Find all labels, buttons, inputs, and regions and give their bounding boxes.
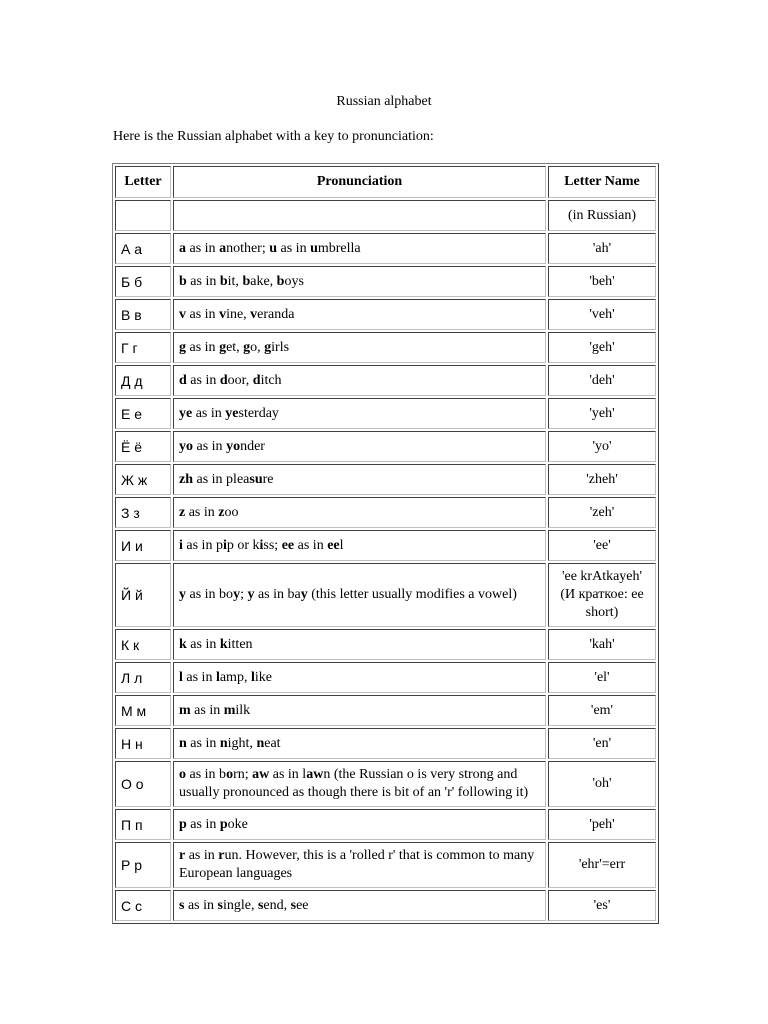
pronunciation-highlight: a (219, 240, 227, 256)
pronunciation-highlight: v (219, 306, 227, 322)
pronunciation-highlight: r (179, 848, 186, 863)
pronunciation-highlight: g (243, 339, 251, 355)
pronunciation-highlight: a (179, 240, 186, 256)
letter-cell: И и (115, 530, 171, 561)
letter-cell: М м (115, 695, 171, 726)
pronunciation-text: ake, (250, 273, 277, 289)
pronunciation-text: ee (296, 897, 309, 913)
letter-name-cell: 'el' (548, 662, 656, 693)
intro-text: Here is the Russian alphabet with a key to pronunciation: (113, 129, 434, 144)
pronunciation-highlight: s (217, 897, 223, 913)
header-letter-name: Letter Name (548, 166, 656, 198)
pronunciation-text: it, (227, 273, 243, 289)
pronunciation-cell (173, 398, 546, 429)
pronunciation-text: nder (240, 438, 265, 454)
pronunciation-cell (173, 530, 546, 561)
pronunciation-cell (173, 332, 546, 363)
pronunciation-text: as in (186, 636, 220, 652)
pronunciation-text: oor, (227, 372, 253, 388)
pronunciation-text: as in (193, 438, 227, 454)
pronunciation-highlight: ee (281, 537, 295, 553)
pronunciation-cell (173, 842, 546, 888)
letter-cell: З з (115, 497, 171, 528)
pronunciation-text: as in l (269, 767, 307, 782)
pronunciation-highlight: l (179, 669, 183, 685)
pronunciation-highlight: su (249, 471, 263, 487)
pronunciation-highlight: g (264, 339, 272, 355)
subheader-letter-cell (115, 200, 171, 231)
pronunciation-text: ; (240, 587, 248, 602)
letter-name-cell: 'em' (548, 695, 656, 726)
letter-name-cell: 'yo' (548, 431, 656, 462)
table-row (115, 233, 656, 264)
pronunciation-text: end, (263, 897, 291, 913)
pronunciation-cell (173, 662, 546, 693)
table-row (115, 563, 656, 627)
pronunciation-text: ss; (263, 537, 282, 553)
pronunciation-text: oys (284, 273, 304, 289)
pronunciation-highlight: y (300, 587, 308, 602)
pronunciation-text: as in (190, 702, 224, 718)
pronunciation-text: as in plea (193, 471, 250, 487)
pronunciation-cell (173, 629, 546, 660)
pronunciation-highlight: u (269, 240, 278, 256)
letter-name-cell: 'ee krAtkayeh' (И краткое: ee short) (548, 563, 656, 627)
pronunciation-cell (173, 728, 546, 759)
letter-name-cell: 'en' (548, 728, 656, 759)
table-header-row (115, 166, 656, 198)
letter-name-cell: 'beh' (548, 266, 656, 297)
pronunciation-cell (173, 809, 546, 840)
pronunciation-highlight: b (242, 273, 251, 289)
document-title: Russian alphabet (336, 94, 432, 109)
header-pronunciation: Pronunciation (173, 166, 546, 198)
pronunciation-highlight: v (250, 306, 258, 322)
table-row (115, 842, 656, 888)
table-row (115, 695, 656, 726)
pronunciation-text: nother; (226, 240, 270, 256)
subheader-pronunciation-cell (173, 200, 546, 231)
pronunciation-highlight: i (222, 537, 227, 553)
table-row (115, 497, 656, 528)
pronunciation-cell (173, 761, 546, 807)
pronunciation-text: ike (254, 669, 272, 685)
pronunciation-text: eat (264, 735, 281, 751)
letter-name-cell: 'geh' (548, 332, 656, 363)
pronunciation-text: mbrella (317, 240, 361, 256)
letter-name-cell: 'yeh' (548, 398, 656, 429)
letter-cell: Г г (115, 332, 171, 363)
table-row (115, 728, 656, 759)
table-row (115, 530, 656, 561)
table-row (115, 761, 656, 807)
letter-name-cell: 'ah' (548, 233, 656, 264)
pronunciation-highlight: o (179, 767, 186, 782)
pronunciation-highlight: p (219, 816, 228, 832)
pronunciation-text: un. However, this is a 'rolled r' that is common to many European languages (179, 848, 535, 881)
pronunciation-text: itch (260, 372, 282, 388)
pronunciation-text: p or k (226, 537, 260, 553)
table-row (115, 809, 656, 840)
pronunciation-text: sterday (238, 405, 279, 421)
table-row (115, 398, 656, 429)
letter-cell: Б б (115, 266, 171, 297)
pronunciation-highlight: m (223, 702, 236, 718)
pronunciation-highlight: o (226, 767, 234, 782)
letter-cell: Й й (115, 563, 171, 627)
pronunciation-highlight: p (179, 816, 187, 832)
pronunciation-text: l (339, 537, 344, 553)
pronunciation-text: as in (186, 273, 220, 289)
letter-cell: В в (115, 299, 171, 330)
pronunciation-text: as in (186, 240, 220, 256)
pronunciation-text: as in (277, 240, 311, 256)
alphabet-table (112, 163, 659, 924)
pronunciation-highlight: y (247, 587, 255, 602)
pronunciation-highlight: b (276, 273, 285, 289)
pronunciation-highlight: i (259, 537, 264, 553)
pronunciation-highlight: s (290, 897, 297, 913)
table-row (115, 464, 656, 495)
letter-cell: А а (115, 233, 171, 264)
pronunciation-highlight: d (219, 372, 228, 388)
pronunciation-text: as in (186, 816, 220, 832)
pronunciation-text: ine, (226, 306, 251, 322)
pronunciation-highlight: l (215, 669, 220, 685)
pronunciation-text: ight, (227, 735, 257, 751)
pronunciation-highlight: z (179, 504, 186, 520)
letter-name-cell: 'ee' (548, 530, 656, 561)
letter-cell: Е е (115, 398, 171, 429)
pronunciation-highlight: yo (179, 438, 193, 454)
pronunciation-highlight: y (179, 587, 186, 602)
letter-name-cell: 'peh' (548, 809, 656, 840)
pronunciation-text: as in (186, 306, 220, 322)
pronunciation-highlight: s (257, 897, 264, 913)
letter-cell: Ж ж (115, 464, 171, 495)
pronunciation-text: itten (227, 636, 253, 652)
letter-cell: О о (115, 761, 171, 807)
pronunciation-highlight: z (218, 504, 225, 520)
pronunciation-highlight: i (179, 537, 183, 553)
pronunciation-text: as in bo (186, 587, 234, 602)
pronunciation-highlight: k (219, 636, 228, 652)
pronunciation-cell (173, 365, 546, 396)
pronunciation-text: as in (186, 735, 220, 751)
pronunciation-text: n (the Russian o is very strong and usually pronounced as though there is bit of an 'r' following it) (179, 767, 529, 800)
table-row (115, 365, 656, 396)
pronunciation-text: as in (185, 848, 219, 863)
pronunciation-text: et, (226, 339, 244, 355)
pronunciation-highlight: g (179, 339, 186, 355)
letter-name-cell: 'es' (548, 890, 656, 921)
pronunciation-highlight: n (256, 735, 265, 751)
pronunciation-highlight: ye (179, 405, 193, 421)
table-row (115, 332, 656, 363)
pronunciation-text: irls (271, 339, 290, 355)
pronunciation-highlight: d (252, 372, 261, 388)
letter-cell: Ё ё (115, 431, 171, 462)
table-subheader-row (115, 200, 656, 231)
pronunciation-cell (173, 431, 546, 462)
table-body (115, 200, 656, 921)
pronunciation-cell (173, 890, 546, 921)
pronunciation-highlight: b (179, 273, 187, 289)
pronunciation-text: as in ba (254, 587, 301, 602)
pronunciation-text: rn; (233, 767, 253, 782)
letter-cell: Н н (115, 728, 171, 759)
letter-name-cell: 'oh' (548, 761, 656, 807)
pronunciation-highlight: b (219, 273, 228, 289)
pronunciation-text: eranda (257, 306, 295, 322)
letter-cell: Л л (115, 662, 171, 693)
pronunciation-highlight: aw (252, 767, 270, 782)
pronunciation-text: as in (185, 504, 219, 520)
letter-name-cell: 'zeh' (548, 497, 656, 528)
letter-name-cell: 'deh' (548, 365, 656, 396)
pronunciation-highlight: ye (225, 405, 239, 421)
pronunciation-cell (173, 497, 546, 528)
pronunciation-text: as in (186, 339, 220, 355)
pronunciation-highlight: r (218, 848, 225, 863)
letter-cell: С с (115, 890, 171, 921)
letter-name-cell: 'veh' (548, 299, 656, 330)
pronunciation-highlight: zh (179, 471, 193, 487)
pronunciation-highlight: y (233, 587, 241, 602)
pronunciation-highlight: v (179, 306, 186, 322)
pronunciation-text: as in (184, 897, 218, 913)
pronunciation-highlight: l (250, 669, 255, 685)
pronunciation-highlight: n (219, 735, 228, 751)
table-row (115, 662, 656, 693)
pronunciation-cell (173, 233, 546, 264)
letter-cell: П п (115, 809, 171, 840)
letter-name-cell: 'zheh' (548, 464, 656, 495)
pronunciation-highlight: g (219, 339, 227, 355)
pronunciation-cell (173, 464, 546, 495)
table-row (115, 890, 656, 921)
pronunciation-text: ingle, (222, 897, 258, 913)
pronunciation-cell (173, 695, 546, 726)
pronunciation-highlight: u (310, 240, 318, 256)
pronunciation-text: as in (192, 405, 226, 421)
pronunciation-text: oke (227, 816, 248, 832)
pronunciation-cell (173, 299, 546, 330)
table-row (115, 266, 656, 297)
pronunciation-text: oo (224, 504, 239, 520)
table-row (115, 431, 656, 462)
pronunciation-text: as in (182, 669, 216, 685)
pronunciation-highlight: k (179, 636, 187, 652)
pronunciation-text: o, (250, 339, 265, 355)
subheader-name-cell: (in Russian) (548, 200, 656, 231)
pronunciation-highlight: ee (327, 537, 340, 553)
pronunciation-cell (173, 266, 546, 297)
letter-cell: К к (115, 629, 171, 660)
pronunciation-text: as in (294, 537, 328, 553)
pronunciation-text: amp, (219, 669, 251, 685)
letter-name-cell: 'ehr'=err (548, 842, 656, 888)
header-letter: Letter (115, 166, 171, 198)
pronunciation-highlight: n (179, 735, 187, 751)
letter-name-cell: 'kah' (548, 629, 656, 660)
pronunciation-text: as in b (186, 767, 227, 782)
pronunciation-text: as in p (182, 537, 223, 553)
pronunciation-text: ilk (235, 702, 251, 718)
pronunciation-cell (173, 563, 546, 627)
pronunciation-highlight: d (179, 372, 187, 388)
pronunciation-highlight: m (179, 702, 191, 718)
pronunciation-text: as in (186, 372, 220, 388)
letter-cell: Р р (115, 842, 171, 888)
table-row (115, 629, 656, 660)
letter-cell: Д д (115, 365, 171, 396)
pronunciation-highlight: yo (226, 438, 241, 454)
pronunciation-text: (this letter usually modifies a vowel) (307, 587, 517, 602)
table-row (115, 299, 656, 330)
pronunciation-highlight: s (179, 897, 185, 913)
pronunciation-highlight: aw (306, 767, 324, 782)
pronunciation-text: re (262, 471, 274, 487)
